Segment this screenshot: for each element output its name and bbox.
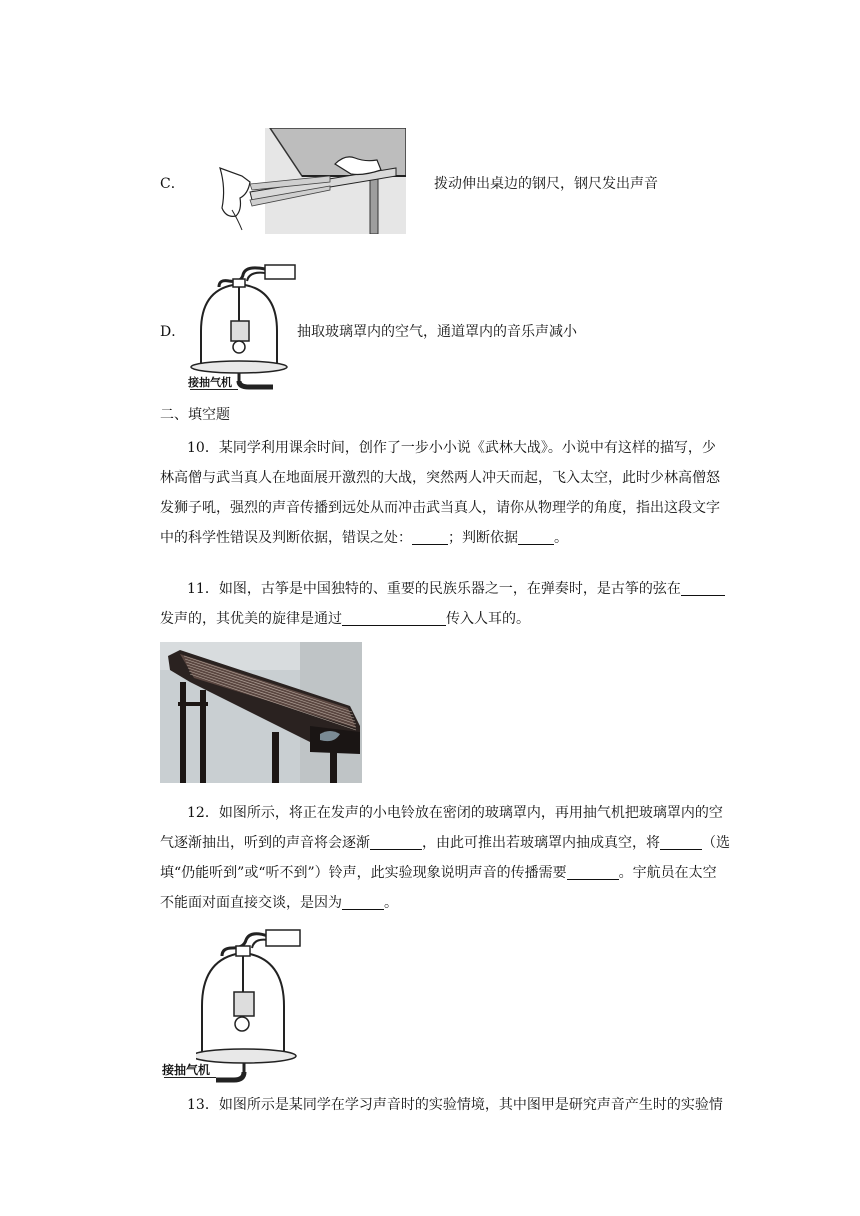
q10-blank-2[interactable] [518,528,554,545]
guzheng-photo [160,642,362,783]
question-10 [160,433,730,553]
q12-blank-2[interactable] [660,833,702,850]
q12-blank-1[interactable] [370,833,422,850]
q11-line2a: 发声的，其优美的旋律是通过 [160,611,342,627]
q10-line2: 林高僧与武当真人在地面展开激烈的大战，突然两人冲天而起，飞入太空，此时少林高僧怒 [160,470,720,486]
q12-line3a: 填“仍能听到”或“听不到”）铃声，此实验现象说明声音的传播需要 [160,865,567,881]
q10-line3: 发狮子吼，强烈的声音传播到远处从而冲击武当真人，请你从物理学的角度，指出这段文字 [160,500,720,516]
q10-line4b: ；判断依据 [448,530,518,546]
q12-line4b: 。 [384,895,398,911]
q12-line3b: 。宇航员在太空 [618,865,717,881]
q11-line1: 如图，古筝是中国独特的、重要的民族乐器之一，在弹奏时，是古筝的弦在 [218,581,681,597]
question-12 [160,798,730,918]
q12-number: 12． [187,805,219,821]
q12-blank-4[interactable] [342,893,384,910]
q11-blank-1[interactable] [681,579,725,596]
bell-jar-figure [196,928,306,1086]
option-c-letter: C． [160,176,185,192]
option-d-text: 抽取玻璃罩内的空气，通道罩内的音乐声减小 [297,324,577,340]
q12-line2b: ，由此可推出若玻璃罩内抽成真空，将 [422,835,660,851]
q11-blank-2[interactable] [342,609,446,626]
q10-blank-1[interactable] [412,528,448,545]
question-11 [160,574,730,634]
q12-line1: 如图所示，将正在发声的小电铃放在密闭的玻璃罩内，再用抽气机把玻璃罩内的空 [218,805,723,821]
q12-line4a: 不能面对面直接交谈，是因为 [160,895,342,911]
pump-arrow [164,1077,216,1078]
q13-line1: 如图所示是某同学在学习声音时的实验情境，其中图甲是研究声音产生时的实验情 [218,1097,723,1113]
option-d-letter: D． [160,324,186,340]
q10-number: 10． [187,440,219,456]
q11-number: 11． [187,581,219,597]
q12-line2a: 气逐渐抽出，听到的声音将会逐渐 [160,835,370,851]
pump-label-small: 接抽气机 [188,376,232,389]
q12-blank-3[interactable] [567,863,619,880]
option-c-text: 拨动伸出桌边的钢尺，钢尺发出声音 [434,176,658,192]
q10-line1: 某同学利用课余时间，创作了一步小小说《武林大战》。小说中有这样的描写，少 [218,440,716,456]
pump-label: 接抽气机 [162,1063,211,1077]
q10-line4a: 中的科学性错误及判断依据，错误之处： [160,530,412,546]
section-title: 二、填空题 [160,407,230,423]
q10-line4c: 。 [554,530,568,546]
pump-arrow-small [190,389,238,390]
q11-line2b: 传入人耳的。 [446,611,530,627]
question-13 [160,1090,730,1120]
ruler-table-figure [210,128,406,234]
q12-line2c: （选 [702,835,730,851]
q13-number: 13． [187,1097,219,1113]
